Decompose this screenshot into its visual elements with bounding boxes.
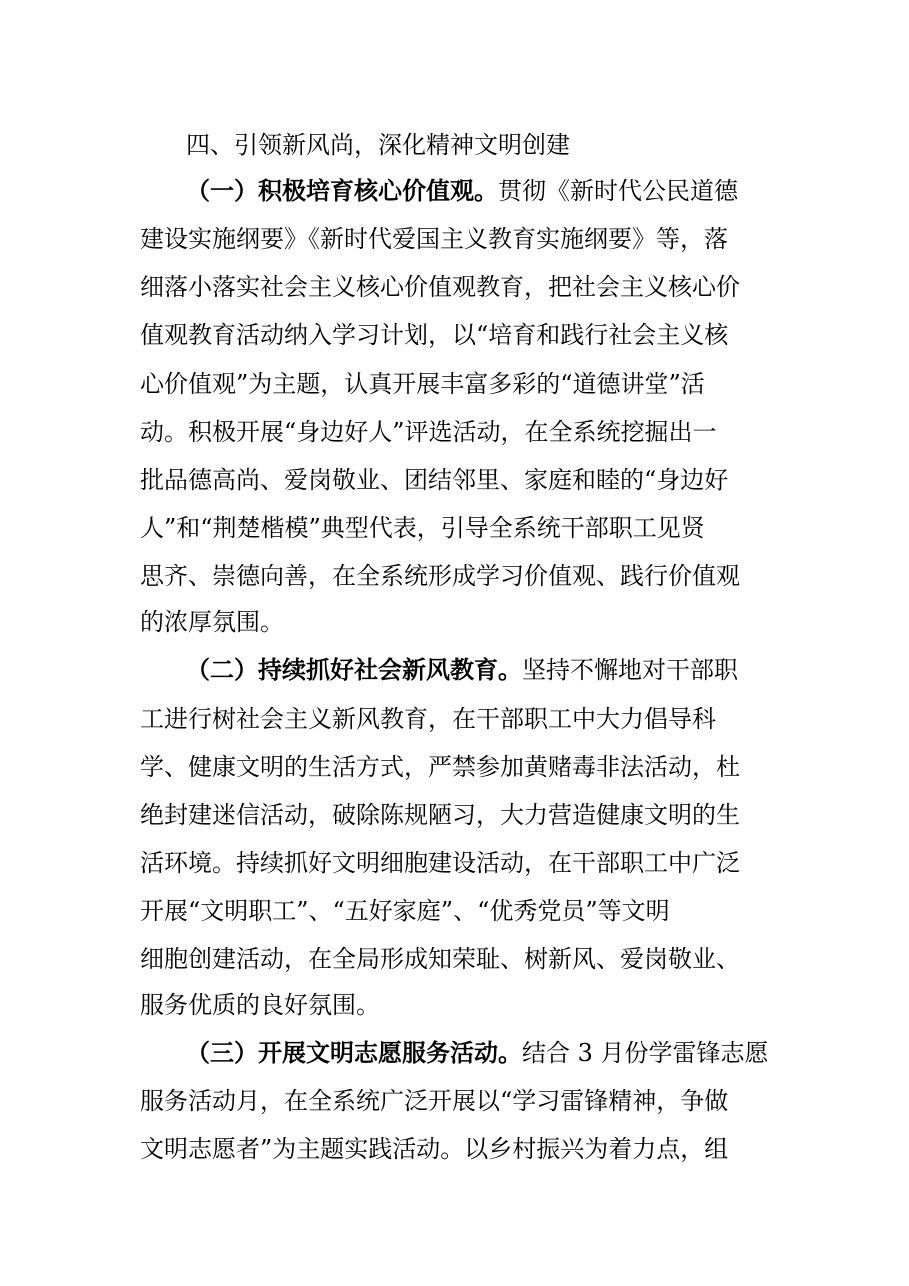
section-heading: 四、引领新风尚，深化精神文明创建 — [186, 131, 570, 159]
paragraph-1-line-3: 细落小落实社会主义核心价值观教育，把社会主义核心价 — [140, 273, 740, 301]
paragraph-1-line-5: 心价值观”为主题，认真开展丰富多彩的“道德讲堂”活 — [140, 370, 705, 398]
paragraph-1-first-line — [186, 171, 738, 211]
paragraph-1-line-10: 的浓厚氛围。 — [140, 608, 284, 636]
paragraph-3-line-1: 结合 3 月份学雷锋志愿 — [522, 1039, 769, 1067]
paragraph-3-first-line — [186, 1033, 769, 1073]
paragraph-2-line-5: 活环境。持续抓好文明细胞建设活动，在干部职工中广泛 — [140, 849, 740, 877]
paragraph-2-line-7: 细胞创建活动，在全局形成知荣耻、树新风、爱岗敬业、 — [140, 945, 740, 973]
paragraph-3-line-2: 服务活动月，在全系统广泛开展以“学习雷锋精神，争做 — [140, 1087, 729, 1115]
paragraph-1-line-8: 人”和“荆楚楷模”典型代表，引导全系统干部职工见贤 — [140, 514, 705, 542]
paragraph-2-line-4: 绝封建迷信活动，破除陈规陋习，大力营造健康文明的生 — [140, 801, 740, 829]
paragraph-2-line-3: 学、健康文明的生活方式，严禁参加黄赌毒非法活动，杜 — [140, 753, 740, 781]
paragraph-1-line-4: 值观教育活动纳入学习计划，以“培育和践行社会主义核 — [140, 321, 729, 349]
paragraph-2-line-6: 开展“文明职工”、“五好家庭”、“优秀党员”等文明 — [140, 897, 670, 925]
paragraph-3-lead: （三）开展文明志愿服务活动。 — [186, 1039, 522, 1067]
paragraph-1-line-9: 思齐、崇德向善，在全系统形成学习价值观、践行价值观 — [140, 562, 740, 590]
paragraph-2-line-2: 工进行树社会主义新风教育，在干部职工中大力倡导科 — [140, 705, 716, 733]
paragraph-1-line-6: 动。积极开展“身边好人”评选活动，在全系统挖掘出一 — [140, 418, 717, 446]
paragraph-2-line-1: 坚持不懈地对干部职 — [522, 656, 738, 684]
paragraph-1-lead: （一）积极培育核心价值观。 — [186, 177, 498, 205]
paragraph-1-line-1: 贯彻《新时代公民道德 — [498, 177, 738, 205]
paragraph-2-lead: （二）持续抓好社会新风教育。 — [186, 656, 522, 684]
paragraph-1-line-7: 批品德高尚、爱岗敬业、团结邻里、家庭和睦的“身边好 — [140, 466, 729, 494]
paragraph-3-line-3: 文明志愿者”为主题实践活动。以乡村振兴为着力点，组 — [140, 1135, 729, 1163]
paragraph-1-line-2: 建设实施纲要》《新时代爱国主义教育实施纲要》等，落 — [140, 225, 728, 253]
paragraph-2-first-line — [186, 650, 738, 690]
paragraph-2-line-8: 服务优质的良好氛围。 — [140, 991, 380, 1019]
